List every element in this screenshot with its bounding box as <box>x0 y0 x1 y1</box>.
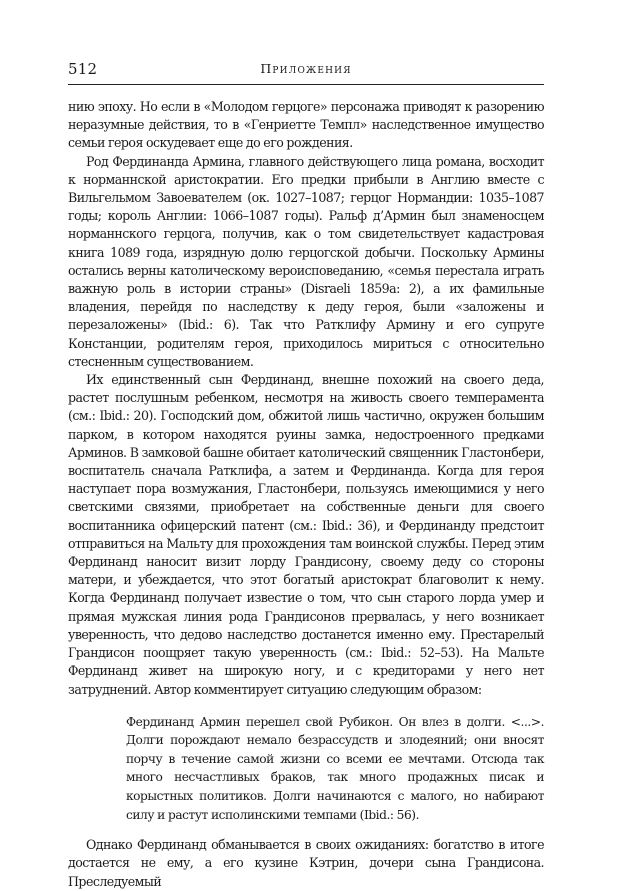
page-body <box>68 98 544 891</box>
paragraph-after-quote: Однако Фердинанд обманывается в своих ожиданиях: богатство в итоге достается не ему, а его кузине Кэтрин, дочери сына Грандисона. Преследуемый <box>68 837 544 889</box>
paragraph-armin-lineage: Род Фердинанда Армина, главного действующего лица романа, восходит к норманнской аристократии. Его предки прибыли в Англию вместе с Вильгельмом Завоевателем (ок. 1027–1087; герцог Нормандии: 1035–1087 годы; король Англии: 1066–1087 годы). Ральф д’Армин был знаменосцем норманнского герцога, получив, как о том свидетельствует кадастровая книга 1089 года, изрядную долю герцогской добычи. Поскольку Армины остались верны католическому вероисповеданию, «семья перестала играть важную роль в истории страны» (Disraeli 1859a: 2), а их фамильные владения, перейдя по наследству к деду героя, были «заложены и перезаложены» (Ibid.: 6). Так что Ратклифу Армину и его супруге Констанции, родителям героя, приходилось мириться с относительно стесненным существованием. <box>68 153 544 369</box>
block-quote: Фердинанд Армин перешел свой Рубикон. Он влез в долги. <...>. Долги порождают немало безрассудств и злодеяний; они вносят порчу в течение самой жизни со всеми ее мечтами. Отсюда так много несчастливых браков, так много продажных писак и корыстных политиков. Долги начинаются с малого, но набирают силу и растут исполинскими темпами (Ibid.: 56). <box>126 714 544 822</box>
paragraph-ferdinand-youth: Их единственный сын Фердинанд, внешне похожий на своего деда, растет послушным ребенком, несмотря на живость своего темперамента (см.: Ibid.: 20). Господский дом, обжитой лишь частично, окружен большим парком, в котором находятся руины замка, недостроенного предками Арминов. В замковой башне обитает католический священник Гластонбери, воспитатель сначала Ратклифа, а затем и Фердинанда. Когда для героя наступает пора возмужания, Гластонбери, пользуясь имеющимися у него светскими связями, приобретает на собственные деньги для своего воспитанника офицерский патент (см.: Ibid.: 36), и Фердинанду предстоит отправиться на Мальту для прохождения там воинской службы. Перед этим Фердинанд наносит визит лорду Грандисону, своему деду со стороны матери, и убеждается, что этот богатый аристократ благоволит к нему. Когда Фердинанд получает известие о том, что сын старого лорда умер и прямая мужская линия рода Грандисонов прервалась, у него возникает уверенность, что дедово наследство достанется именно ему. Престарелый Грандисон поощряет такую уверенность (см.: Ibid.: 52–53). На Мальте Фердинанд живет на широкую ногу, и с кредиторами у него нет затруднений. Автор комментирует ситуацию следующим образом: <box>68 372 544 697</box>
page-number: 512 <box>68 60 98 78</box>
paragraph-continuation: нию эпоху. Но если в «Молодом герцоге» персонажа приводят к разорению неразумные действия, то в «Генриетте Темпл» наследственное имущество семьи героя оскудевает еще до его рождения. <box>68 99 544 151</box>
page-header <box>68 58 544 85</box>
running-head: Приложения <box>260 61 352 76</box>
